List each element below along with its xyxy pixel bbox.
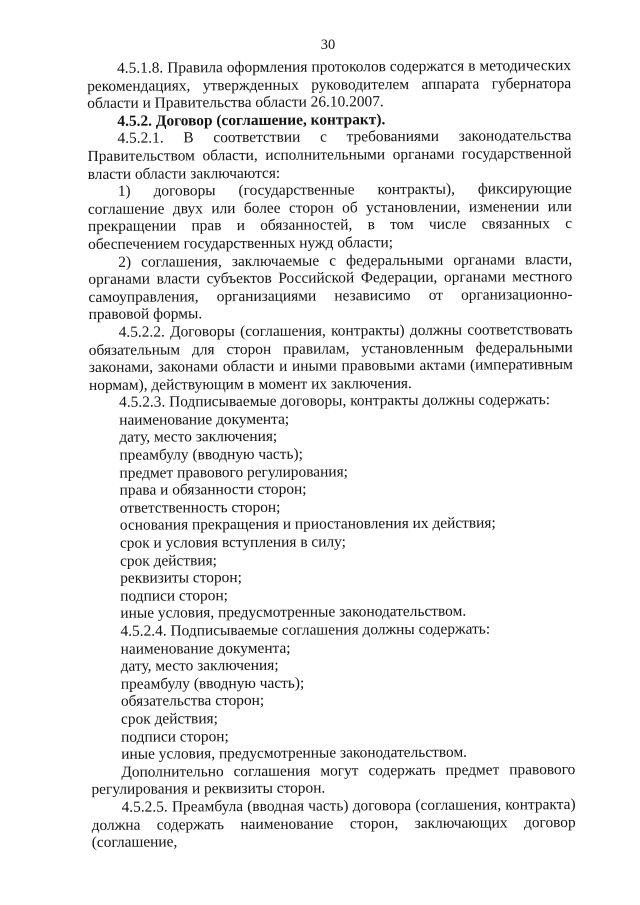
- list-item: дату, место заключения;: [119, 428, 278, 447]
- paragraph-4-5-2-1: 4.5.2.1. В соответствии с требованиями законодательства Правительством области, исполнительными органами государственной власти области заключаются:: [87, 127, 572, 183]
- page-number: 30: [320, 37, 336, 53]
- list-item: предмет правового регулирования;: [119, 463, 348, 482]
- contract-requirements-list: [89, 409, 574, 623]
- section-heading-4-5-2: 4.5.2. Договор (соглашение, контракт).: [117, 110, 386, 130]
- list-item: права и обязанности сторон;: [119, 480, 307, 500]
- list-item: реквизиты сторон;: [120, 569, 242, 588]
- list-item: подписи сторон;: [121, 727, 229, 746]
- list-item: наименование документа;: [119, 410, 290, 429]
- document-body: [87, 57, 576, 852]
- list-item: обязательства сторон;: [120, 692, 265, 711]
- paragraph-additional-conditions: Дополнительно соглашения могут содержать предмет правового регулирования и реквизиты сторон.: [91, 760, 576, 799]
- list-item: срок действия;: [120, 551, 217, 570]
- list-item: иные условия, предусмотренные законодательством.: [120, 603, 467, 623]
- list-item: основания прекращения и приостановления их действия;: [119, 514, 496, 535]
- list-item: иные условия, предусмотренные законодательством.: [121, 743, 468, 763]
- list-item: дату, место заключения;: [120, 657, 279, 675]
- list-item: срок и условия вступления в силу;: [119, 533, 346, 552]
- list-item: преамбулу (вводную часть);: [119, 445, 303, 464]
- paragraph-4-5-2-3: 4.5.2.3. Подписываемые договоры, контракты должны содержать:: [119, 391, 551, 412]
- agreement-requirements-list: [91, 638, 576, 764]
- list-item: подписи сторон;: [120, 586, 228, 605]
- paragraph-4-5-2-4: 4.5.2.4. Подписываемые соглашения должны содержать:: [120, 620, 491, 640]
- list-item: преамбулу (вводную часть);: [120, 674, 305, 693]
- paragraph-4-5-2-1-item-2: 2) соглашения, заключаемые с федеральными органами власти, органами власти субъектов Российской Федерации, органами местного самоуправления, организациями независимо от организационно-правовой формы.: [88, 250, 573, 324]
- list-item: наименование документа;: [120, 639, 291, 658]
- list-item: ответственность сторон;: [119, 498, 281, 517]
- paragraph-4-5-2-1-item-1: 1) договоры (государственные контракты), фиксирующие соглашение двух или более сторон об установлении, изменении или прекращении прав и обязанностей, в том числе связанных с обеспечением государственных нужд области;: [87, 180, 573, 253]
- paragraph-4-5-1-8: 4.5.1.8. Правила оформления протоколов содержатся в методических рекомендациях, утвержденных руководителем аппарата губернатора области и Правительства области 26.10.2007.: [87, 57, 572, 113]
- paragraph-4-5-2-5: 4.5.2.5. Преамбула (вводная часть) договора (соглашения, контракта) должна содержать наименование сторон, заключающих договор (соглашение,: [91, 795, 576, 852]
- list-item: срок действия;: [120, 710, 218, 728]
- paragraph-4-5-2-2: 4.5.2.2. Договоры (соглашения, контракты) должны соответствовать обязательным для сторон правилам, установленным федеральными законами, законами области и иными правовыми актами (императивным нормам), действующим в момент их заключения.: [88, 320, 573, 394]
